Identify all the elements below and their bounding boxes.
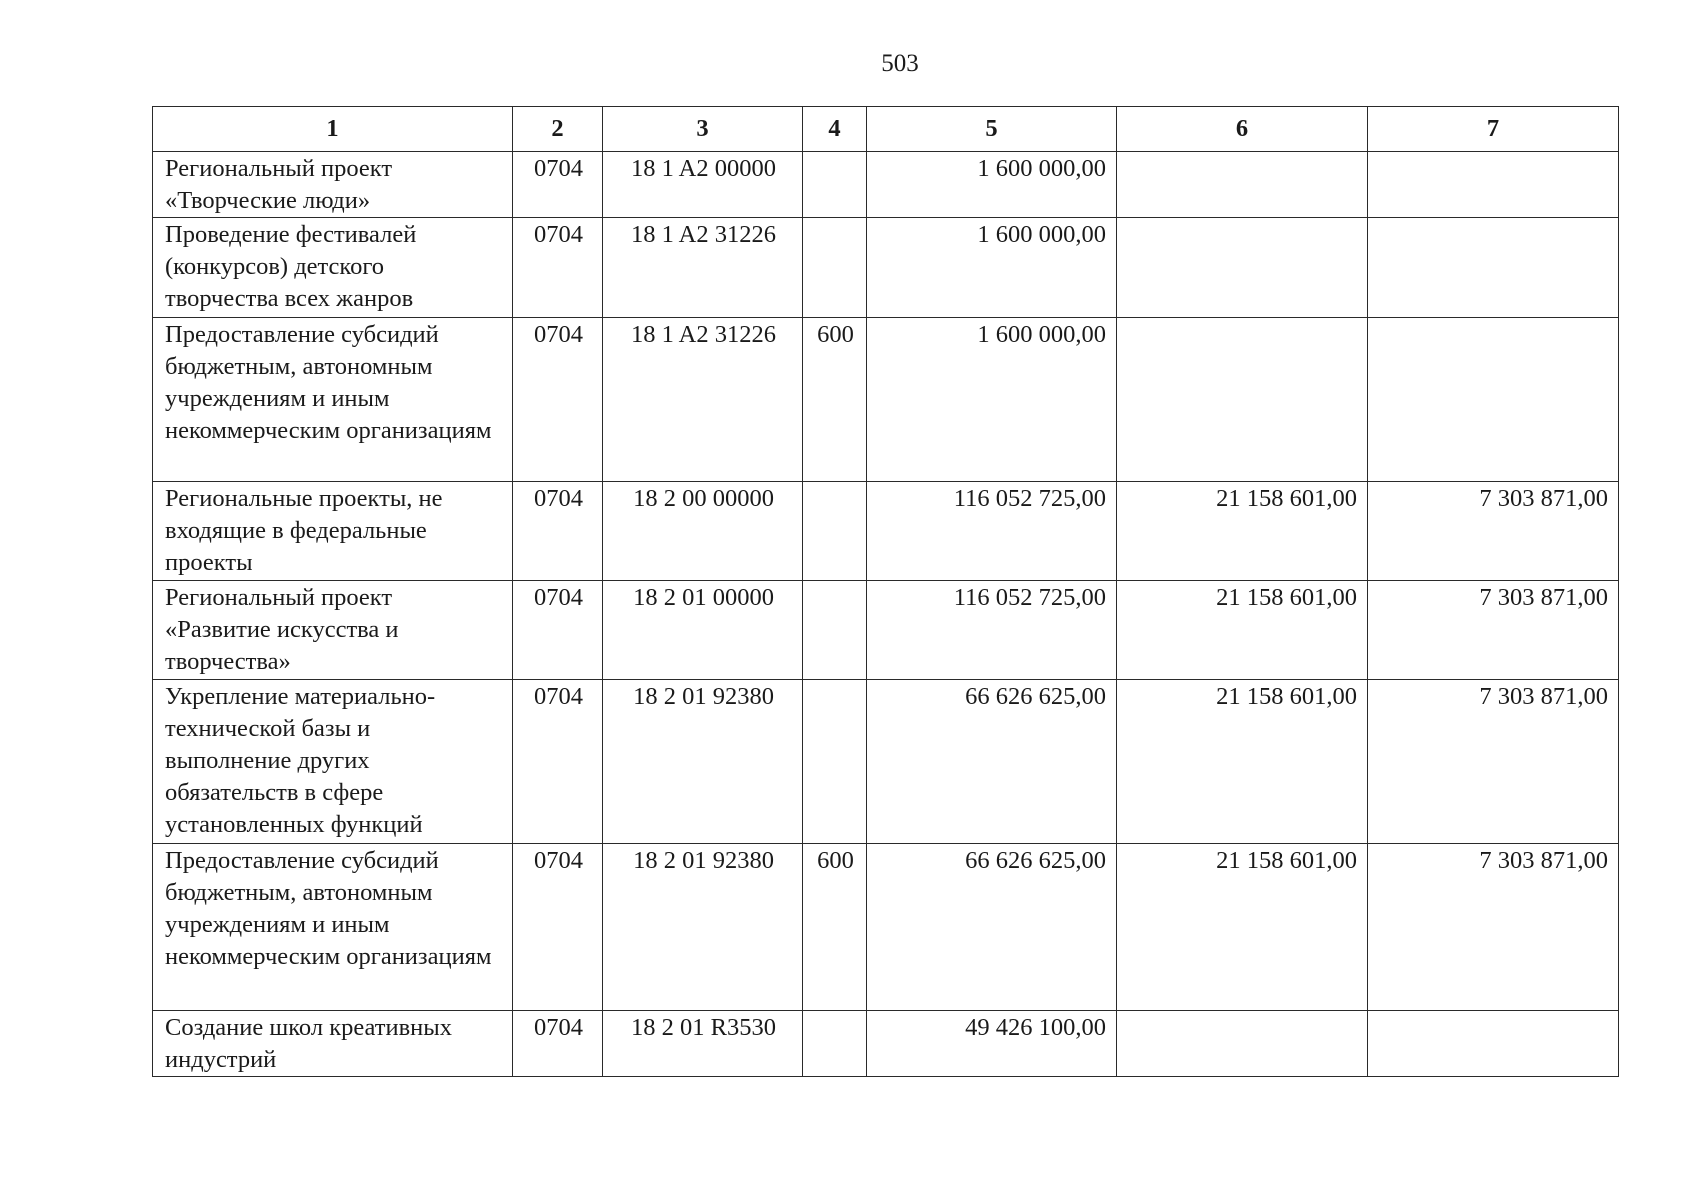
amount-col-5: 66 626 625,00 <box>867 680 1117 844</box>
amount-col-6 <box>1117 218 1368 318</box>
table-row <box>153 1011 1619 1077</box>
section-code: 0704 <box>513 1011 603 1077</box>
expense-name: Создание школ креативных индустрий <box>153 1011 513 1077</box>
target-article: 18 2 01 00000 <box>603 581 803 680</box>
amount-col-5: 1 600 000,00 <box>867 218 1117 318</box>
amount-col-5: 66 626 625,00 <box>867 844 1117 1011</box>
section-code: 0704 <box>513 218 603 318</box>
column-header: 6 <box>1117 107 1368 152</box>
section-code: 0704 <box>513 581 603 680</box>
target-article: 18 2 01 92380 <box>603 844 803 1011</box>
amount-col-6 <box>1117 318 1368 482</box>
table-row <box>153 218 1619 318</box>
amount-col-5: 116 052 725,00 <box>867 581 1117 680</box>
column-header: 4 <box>803 107 867 152</box>
expense-type <box>803 218 867 318</box>
amount-col-7: 7 303 871,00 <box>1368 680 1619 844</box>
expense-type <box>803 152 867 218</box>
amount-col-7 <box>1368 218 1619 318</box>
table-row <box>153 680 1619 844</box>
table-row <box>153 152 1619 218</box>
amount-col-7: 7 303 871,00 <box>1368 482 1619 581</box>
amount-col-5: 116 052 725,00 <box>867 482 1117 581</box>
expense-name: Предоставление субсидий бюджетным, автономным учреждениям и иным некоммерческим организациям <box>153 844 513 1011</box>
expense-name: Региональный проект «Развитие искусства и творчества» <box>153 581 513 680</box>
expense-type: 600 <box>803 318 867 482</box>
amount-col-7 <box>1368 1011 1619 1077</box>
amount-col-6: 21 158 601,00 <box>1117 844 1368 1011</box>
table-row <box>153 318 1619 482</box>
amount-col-6 <box>1117 152 1368 218</box>
expense-type <box>803 1011 867 1077</box>
amount-col-6 <box>1117 1011 1368 1077</box>
expense-name: Региональный проект «Творческие люди» <box>153 152 513 218</box>
expense-name: Укрепление материально-технической базы и выполнение других обязательств в сфере установленных функций <box>153 680 513 844</box>
table-row <box>153 844 1619 1011</box>
section-code: 0704 <box>513 318 603 482</box>
amount-col-7: 7 303 871,00 <box>1368 844 1619 1011</box>
expense-type <box>803 581 867 680</box>
expense-type <box>803 680 867 844</box>
target-article: 18 1 A2 31226 <box>603 318 803 482</box>
section-code: 0704 <box>513 844 603 1011</box>
amount-col-7 <box>1368 152 1619 218</box>
column-header: 2 <box>513 107 603 152</box>
column-header: 1 <box>153 107 513 152</box>
expense-type: 600 <box>803 844 867 1011</box>
section-code: 0704 <box>513 152 603 218</box>
amount-col-7: 7 303 871,00 <box>1368 581 1619 680</box>
amount-col-6: 21 158 601,00 <box>1117 581 1368 680</box>
expense-name: Проведение фестивалей (конкурсов) детского творчества всех жанров <box>153 218 513 318</box>
target-article: 18 1 A2 00000 <box>603 152 803 218</box>
page-number: 503 <box>881 50 919 77</box>
target-article: 18 2 00 00000 <box>603 482 803 581</box>
table-row <box>153 482 1619 581</box>
target-article: 18 2 01 92380 <box>603 680 803 844</box>
expense-type <box>803 482 867 581</box>
amount-col-5: 1 600 000,00 <box>867 318 1117 482</box>
expense-name: Региональные проекты, не входящие в федеральные проекты <box>153 482 513 581</box>
amount-col-6: 21 158 601,00 <box>1117 680 1368 844</box>
amount-col-5: 49 426 100,00 <box>867 1011 1117 1077</box>
amount-col-5: 1 600 000,00 <box>867 152 1117 218</box>
budget-table <box>152 106 1619 1077</box>
table-header-row <box>153 107 1619 152</box>
expense-name: Предоставление субсидий бюджетным, автономным учреждениям и иным некоммерческим организациям <box>153 318 513 482</box>
target-article: 18 1 A2 31226 <box>603 218 803 318</box>
amount-col-6: 21 158 601,00 <box>1117 482 1368 581</box>
amount-col-7 <box>1368 318 1619 482</box>
column-header: 3 <box>603 107 803 152</box>
target-article: 18 2 01 R3530 <box>603 1011 803 1077</box>
column-header: 5 <box>867 107 1117 152</box>
section-code: 0704 <box>513 680 603 844</box>
column-header: 7 <box>1368 107 1619 152</box>
section-code: 0704 <box>513 482 603 581</box>
table-row <box>153 581 1619 680</box>
